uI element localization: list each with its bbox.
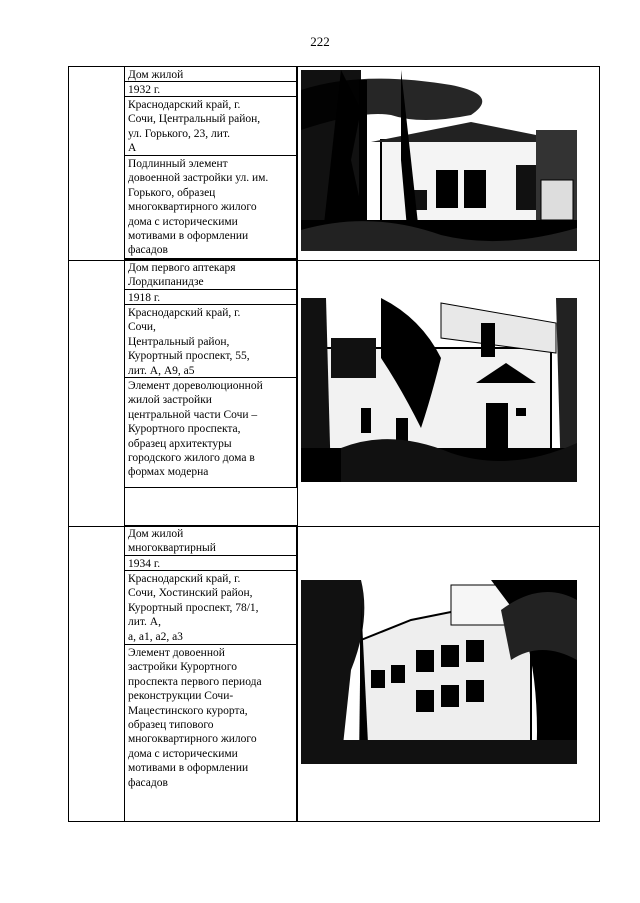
entry-1-description: Подлинный элемент довоенной застройки ул. им. Горького, образец многоквартирного жилого дома с историческими мотивами в оформлении фасадов [124, 155, 297, 259]
entry-3-photo [301, 580, 577, 764]
entry-2-address: Краснодарский край, г. Сочи, Центральный район, Курортный проспект, 55, лит. А, А9, а5 [124, 304, 297, 378]
entry-2-photo [301, 298, 577, 482]
entry-1-name: Дом жилой [124, 66, 297, 82]
entry-1-photo [301, 70, 577, 251]
entry-1-address: Краснодарский край, г. Сочи, Центральный район, ул. Горького, 23, лит. А [124, 96, 297, 156]
entry-3-year: 1934 г. [124, 555, 297, 571]
entry-3-description: Элемент довоенной застройки Курортного проспекта первого периода реконструкции Сочи- Мацестинского курорта, образец типового многоквартирного жилого дома с историческими мотивами в оформлении фасадов [124, 644, 297, 822]
entry-3-name: Дом жилой многоквартирный [124, 525, 297, 556]
page-number: 222 [310, 34, 330, 49]
entry-1-year: 1932 г. [124, 81, 297, 97]
entry-2-description: Элемент дореволюционной жилой застройки центральной части Сочи – Курортного проспекта, образец архитектуры городского жилого дома в формах модерна [124, 377, 297, 488]
entry-3-address: Краснодарский край, г. Сочи, Хостинский район, Курортный проспект, 78/1, лит. А, а, а1, а2, а3 [124, 570, 297, 645]
entry-2-name: Дом первого аптекаря Лордкипанидзе [124, 259, 297, 290]
entry-2-year: 1918 г. [124, 289, 297, 305]
